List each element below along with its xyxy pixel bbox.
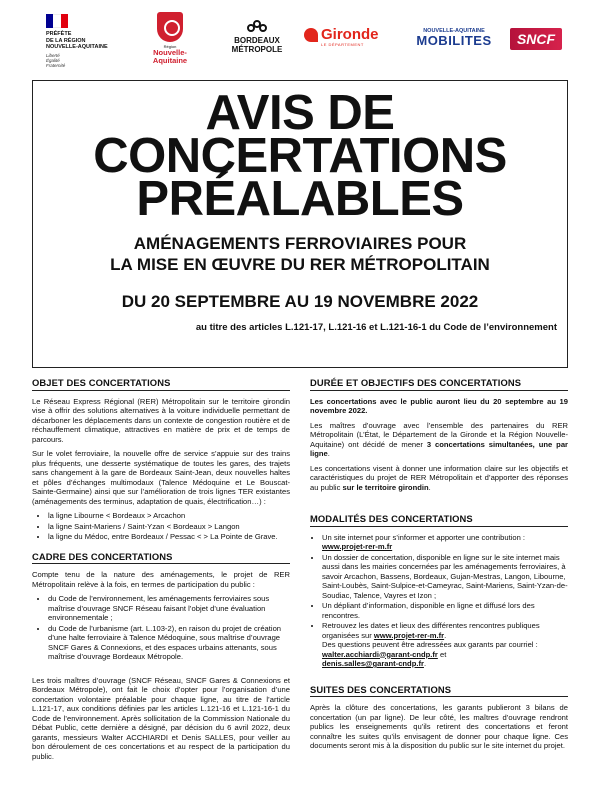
text-run: et (437, 649, 447, 659)
metropole-logo (224, 20, 290, 54)
region-name-line: Aquitaine (152, 56, 188, 65)
mobilites-name: MOBILITES (416, 33, 492, 48)
list-item: • Un dossier de concertation, disponible en ligne sur le site internet mais aussi dans les mairies concernées par les aménagements ferroviaires, à savoir Arcachon, Bassens, Bordeaux, Gujan-Mestras, Langon, Libourne, Saint-Loubès, Saint-Sulpice-et-Cameyrac, Saint-Mariens, Saint-Yzan-de-Soudiac, Talence, Vayres et Izon ; (322, 553, 568, 601)
title-line: AVIS DE (205, 86, 395, 140)
email-link[interactable]: walter.acchiardi@garant-cndp.fr (322, 649, 438, 659)
list-item: • la ligne Saint-Mariens / Saint-Yzan < Bordeaux > Langon (48, 522, 290, 532)
region-sub: Région (163, 44, 177, 49)
text-run-bold: 3 concertations simultanées, une par ligne (310, 439, 568, 458)
region-emblem-icon (157, 12, 183, 42)
prefecture-line: DE LA RÉGION (46, 37, 86, 44)
metropole-line: BORDEAUX (234, 36, 280, 45)
text-run: . (327, 449, 330, 458)
cadre-list (48, 594, 290, 662)
prefecture-logo (46, 14, 118, 68)
section-heading-duree: DURÉE ET OBJECTIFS DES CONCERTATIONS (310, 378, 568, 391)
right-column (310, 378, 568, 756)
page-title (33, 86, 567, 226)
marianne-icon (46, 14, 68, 28)
concertation-dates: DU 20 SEPTEMBRE AU 19 NOVEMBRE 2022 (121, 292, 479, 311)
list-item: • du Code de l’urbanisme (art. L.103-2), en raison du projet de création d’une halte ferroviaire à Talence Médoquine, sous maîtrise d’ouvrage SNCF Gares & Connexions, et des espaces urbains attenants, sous maîtrise d’ouvrage Bordeaux Métropole. (48, 624, 290, 662)
subtitle-line: LA MISE EN ŒUVRE DU RER MÉTROPOLITAIN (110, 255, 490, 274)
gironde-name: Gironde (321, 26, 379, 43)
metropole-mark-icon (247, 20, 267, 34)
metropole-line: MÉTROPOLE (231, 45, 283, 54)
mobilites-top: NOUVELLE-AQUITAINE (423, 28, 485, 34)
prefecture-line: NOUVELLE-AQUITAINE (46, 44, 108, 50)
website-link[interactable]: www.projet-rer-m.fr (322, 542, 393, 551)
motto-line: Fraternité (46, 62, 66, 68)
text-run: Retrouvez les dates et lieux des différentes rencontres publiques organisées sur (322, 621, 540, 640)
mobilites-logo (410, 28, 498, 48)
page-subtitle (33, 233, 567, 275)
list-item: • du Code de l’environnement, les aménagements ferroviaires sous maîtrise d’ouvrage SNCF Réseau faisant l’objet d’une évaluation environnementale ; (48, 594, 290, 623)
sncf-logo: SNCF (510, 28, 562, 50)
list-item (322, 533, 568, 552)
modalites-list (322, 533, 568, 669)
objet-paragraph: Le Réseau Express Régional (RER) Métropolitain sur le territoire girondin vise à offrir des solutions alternatives à la voiture individuelle permettant de décarboner les déplacements dans un contexte de congestion routière et de réchauffement climatique, attractives en matière de prix et de temps de parcours. (32, 396, 290, 444)
text-run: . (444, 630, 447, 640)
objet-paragraph: Sur le volet ferroviaire, la nouvelle offre de service s’appuie sur des trains plus fréquents, une desserte systématique de toutes les gares, des trajets sans changement à la gare de Bordeaux Saint-Jean, deux nouvelles haltes et pôles d’échanges multimodaux (Talence Médoquine et Le Bouscat-Sainte-Germaine) ainsi que sur l’amélioration de trois lignes TER existantes (aménagements des terminus, adaptation de quais, électrification…) : (32, 449, 290, 506)
text-run: . (428, 482, 431, 492)
cadre-paragraph: Compte tenu de la nature des aménagements, le projet de RER Métropolitain relève à la fois, en termes de participation du public : (32, 570, 290, 589)
duree-dates: Les concertations avec le public auront lieu du 20 septembre au 19 novembre 2022. (310, 396, 568, 415)
region-name-line: Nouvelle- (153, 48, 187, 57)
text-run: Un site internet pour s’informer et apporter une contribution : (322, 532, 526, 542)
text-run: Des questions peuvent être adressées aux garants par courriel : (322, 640, 538, 649)
duree-paragraph (310, 397, 568, 416)
prefecture-line: PRÉFÈTE (46, 31, 72, 37)
section-heading-cadre: CADRE DES CONCERTATIONS (32, 552, 290, 565)
duree-paragraph (310, 421, 568, 459)
subtitle-line: AMÉNAGEMENTS FERROVIAIRES POUR (133, 234, 467, 253)
text-run: Les maîtres d’ouvrage avec l’ensemble des partenaires du RER Métropolitain (L’État, le Département de la Gironde et la Région Nouvelle-Aquitaine) ont décidé de mener (310, 420, 568, 449)
title-line: CONCERTATIONS (93, 129, 507, 183)
gironde-mark-icon (304, 28, 318, 42)
left-column (32, 378, 290, 766)
section-heading-modalites: MODALITÉS DES CONCERTATIONS (310, 514, 568, 527)
cadre-paragraph: Les trois maîtres d’ouvrage (SNCF Réseau, SNCF Gares & Connexions et Bordeaux Métropole), ont fait le choix d’opter pour l’organisation d’une concertation volontaire préalable pour chaque ligne, au titre de l’article L.121-17, aux conditions définies par les articles L.121-16 et L.121-16-1 du Code de l’environnement. Après sollicitation de la Commission Nationale du Débat Public, cette dernière a désigné, par décision du 6 avril 2022, deux garants, messieurs Walter ACCHIARDI et Denis SALLES, pour veiller au bon déroulement de ces concertations et au respect de la participation du public. (32, 675, 290, 761)
region-logo (140, 12, 200, 65)
legal-reference: au titre des articles L.121-17, L.121-16 et L.121-16-1 du Code de l’environnement (195, 322, 557, 333)
section-heading-objet: OBJET DES CONCERTATIONS (32, 378, 290, 391)
suites-paragraph: Après la clôture des concertations, les garants publieront 3 bilans de concertation (un par ligne). De leur côté, les maîtres d’ouvrage rendront publics les enseignements qu’ils retirent des concertations et feront connaître les suites qu’ils envisagent de donner pour chaque ligne. Ces documents seront mis à la disposition du public sur le site internet du projet. (310, 703, 568, 750)
list-item: • la ligne Libourne < Bordeaux > Arcachon (48, 511, 290, 521)
motto-line: Liberté (46, 52, 60, 58)
text-run: Les concertations visent à donner une information claire sur les objectifs et caractéristiques du projet de RER Métropolitain et d’apporter des réponses au public (310, 463, 568, 492)
email-link[interactable]: denis.salles@garant-cndp.fr (322, 659, 424, 668)
gironde-sub: LE DÉPARTEMENT (321, 42, 364, 47)
list-item: • Un dépliant d’information, disponible en ligne et diffusé lors des rencontres. (322, 601, 568, 620)
website-link[interactable]: www.projet-rer-m.fr (373, 630, 445, 640)
text-run: . (423, 659, 427, 668)
duree-paragraph (310, 464, 568, 493)
title-box (32, 80, 568, 368)
text-run-bold: sur le territoire girondin (342, 482, 429, 492)
gironde-logo (304, 28, 392, 47)
section-heading-suites: SUITES DES CONCERTATIONS (310, 685, 568, 698)
list-item: • la ligne du Médoc, entre Bordeaux / Pessac < > La Pointe de Grave. (48, 532, 290, 542)
partner-logos (32, 10, 572, 72)
lines-list (48, 511, 290, 542)
motto-line: Égalité (46, 57, 60, 63)
list-item (322, 621, 568, 669)
title-line: PRÉALABLES (136, 172, 464, 226)
